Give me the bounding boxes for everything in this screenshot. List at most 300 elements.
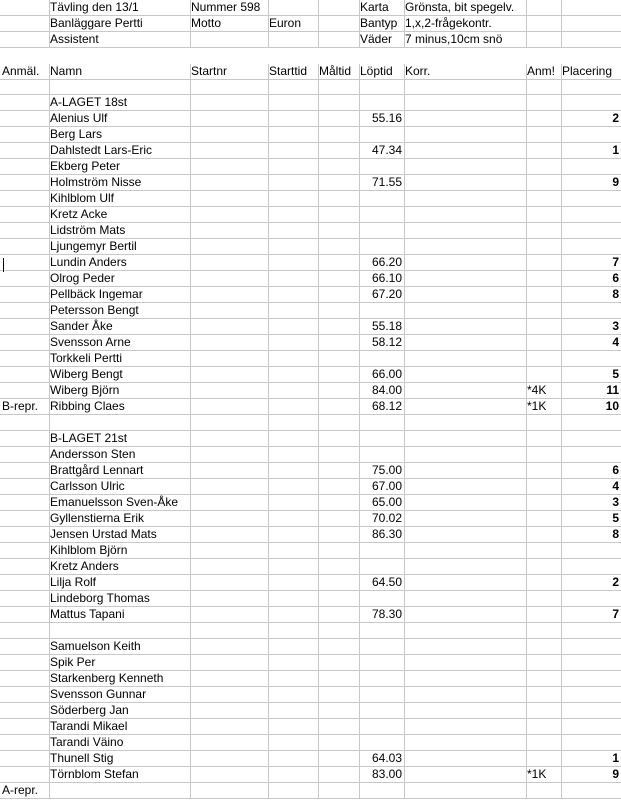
cell-loptid[interactable]: 86.30 xyxy=(358,527,405,543)
cell-anm[interactable]: *1K xyxy=(525,767,562,783)
cell-anmal[interactable] xyxy=(0,703,50,719)
cell-placering[interactable] xyxy=(560,16,621,32)
cell-loptid[interactable] xyxy=(358,623,405,639)
cell-namn[interactable]: Ribbing Claes xyxy=(48,399,191,415)
cell-anmal[interactable] xyxy=(0,127,50,143)
cell-anmal[interactable] xyxy=(0,159,50,175)
cell-placering[interactable] xyxy=(560,239,621,255)
cell-placering[interactable] xyxy=(560,351,621,367)
cell-starttid[interactable] xyxy=(267,431,319,447)
cell-maltid[interactable] xyxy=(317,639,360,655)
cell-starttid[interactable] xyxy=(267,671,319,687)
cell-korr[interactable] xyxy=(403,495,527,511)
cell-namn[interactable]: Kihlblom Ulf xyxy=(48,191,191,207)
cell-maltid[interactable] xyxy=(317,463,360,479)
cell-anm[interactable] xyxy=(525,319,562,335)
cell-starttid[interactable] xyxy=(267,399,319,415)
cell-korr[interactable] xyxy=(403,575,527,591)
cell-loptid[interactable]: 84.00 xyxy=(358,383,405,399)
cell-namn[interactable]: Torkkeli Pertti xyxy=(48,351,191,367)
cell-korr[interactable] xyxy=(403,175,527,191)
cell-namn[interactable] xyxy=(48,783,191,799)
cell-placering[interactable] xyxy=(560,0,621,16)
cell-anm[interactable]: *1K xyxy=(525,399,562,415)
cell-startnr[interactable] xyxy=(189,719,269,735)
cell-placering[interactable]: 7 xyxy=(560,607,621,623)
cell-startnr[interactable] xyxy=(189,239,269,255)
cell-anm[interactable] xyxy=(525,367,562,383)
cell-anmal[interactable] xyxy=(0,287,50,303)
cell-anmal[interactable] xyxy=(0,751,50,767)
cell-namn[interactable]: Alenius Ulf xyxy=(48,111,191,127)
cell-anmal[interactable] xyxy=(0,239,50,255)
cell-starttid[interactable] xyxy=(267,335,319,351)
cell-loptid[interactable] xyxy=(358,95,405,111)
cell-korr[interactable] xyxy=(403,383,527,399)
cell-anm[interactable] xyxy=(525,447,562,463)
cell-placering[interactable]: 5 xyxy=(560,367,621,383)
cell-namn[interactable]: Lundin Anders xyxy=(48,255,191,271)
cell-namn[interactable]: Lindeborg Thomas xyxy=(48,591,191,607)
cell-namn[interactable]: Assistent xyxy=(48,32,191,48)
cell-starttid[interactable] xyxy=(267,559,319,575)
cell-starttid[interactable] xyxy=(267,687,319,703)
cell-loptid[interactable] xyxy=(358,703,405,719)
cell-anmal[interactable] xyxy=(0,687,50,703)
cell-namn[interactable]: A-LAGET 18st xyxy=(48,95,191,111)
cell-loptid[interactable]: 65.00 xyxy=(358,495,405,511)
cell-startnr[interactable] xyxy=(189,575,269,591)
cell-anm[interactable] xyxy=(525,607,562,623)
cell-startnr[interactable] xyxy=(189,287,269,303)
cell-anmal[interactable] xyxy=(0,191,50,207)
cell-placering[interactable] xyxy=(560,623,621,639)
cell-anm[interactable] xyxy=(525,543,562,559)
cell-maltid[interactable] xyxy=(317,303,360,319)
cell-loptid[interactable] xyxy=(358,415,405,431)
cell-maltid[interactable] xyxy=(317,607,360,623)
cell-placering[interactable]: 8 xyxy=(560,527,621,543)
cell-loptid[interactable] xyxy=(358,591,405,607)
cell-placering[interactable]: 5 xyxy=(560,511,621,527)
cell-maltid[interactable] xyxy=(317,687,360,703)
cell-loptid[interactable]: 55.16 xyxy=(358,111,405,127)
cell-loptid[interactable] xyxy=(358,543,405,559)
cell-maltid[interactable] xyxy=(317,175,360,191)
cell-loptid[interactable] xyxy=(358,735,405,751)
cell-maltid[interactable] xyxy=(317,703,360,719)
cell-starttid[interactable]: Euron xyxy=(267,16,319,32)
cell-loptid[interactable]: 68.12 xyxy=(358,399,405,415)
cell-loptid[interactable]: 70.02 xyxy=(358,511,405,527)
cell-placering[interactable]: 4 xyxy=(560,479,621,495)
cell-korr[interactable] xyxy=(403,687,527,703)
cell-anmal[interactable] xyxy=(0,511,50,527)
cell-anmal[interactable] xyxy=(0,303,50,319)
cell-namn[interactable]: Berg Lars xyxy=(48,127,191,143)
cell-startnr[interactable] xyxy=(189,431,269,447)
cell-maltid[interactable] xyxy=(317,143,360,159)
cell-loptid[interactable] xyxy=(358,223,405,239)
cell-maltid[interactable] xyxy=(317,287,360,303)
cell-namn[interactable]: Kretz Anders xyxy=(48,559,191,575)
cell-starttid[interactable] xyxy=(267,463,319,479)
cell-anm[interactable] xyxy=(525,32,562,48)
cell-anmal[interactable] xyxy=(0,223,50,239)
cell-namn[interactable]: Kihlblom Björn xyxy=(48,543,191,559)
cell-anmal[interactable] xyxy=(0,111,50,127)
cell-maltid[interactable] xyxy=(317,399,360,415)
cell-starttid[interactable] xyxy=(267,447,319,463)
cell-starttid[interactable] xyxy=(267,351,319,367)
cell-loptid[interactable]: 67.00 xyxy=(358,479,405,495)
cell-starttid[interactable] xyxy=(267,543,319,559)
cell-anm[interactable] xyxy=(525,16,562,32)
cell-maltid[interactable] xyxy=(317,16,360,32)
cell-anmal[interactable] xyxy=(0,271,50,287)
cell-korr[interactable] xyxy=(403,511,527,527)
cell-namn[interactable]: Törnblom Stefan xyxy=(48,767,191,783)
cell-placering[interactable] xyxy=(560,719,621,735)
cell-namn[interactable] xyxy=(48,623,191,639)
cell-korr[interactable] xyxy=(403,527,527,543)
cell-maltid[interactable] xyxy=(317,127,360,143)
cell-anm[interactable] xyxy=(525,239,562,255)
cell-anm[interactable] xyxy=(525,271,562,287)
cell-anm[interactable] xyxy=(525,95,562,111)
cell-startnr[interactable] xyxy=(189,655,269,671)
cell-anmal[interactable] xyxy=(0,0,50,16)
cell-startnr[interactable] xyxy=(189,111,269,127)
cell-startnr[interactable] xyxy=(189,511,269,527)
cell-anm[interactable] xyxy=(525,351,562,367)
cell-loptid[interactable] xyxy=(358,239,405,255)
cell-starttid[interactable] xyxy=(267,511,319,527)
cell-anm[interactable] xyxy=(525,735,562,751)
cell-startnr[interactable] xyxy=(189,639,269,655)
cell-starttid[interactable] xyxy=(267,175,319,191)
cell-namn[interactable]: Olrog Peder xyxy=(48,271,191,287)
cell-korr[interactable] xyxy=(403,223,527,239)
cell-loptid[interactable]: 58.12 xyxy=(358,335,405,351)
cell-startnr[interactable] xyxy=(189,415,269,431)
cell-anmal[interactable] xyxy=(0,735,50,751)
cell-maltid[interactable] xyxy=(317,367,360,383)
cell-startnr[interactable]: Nummer 598 xyxy=(189,0,269,16)
cell-korr[interactable] xyxy=(403,543,527,559)
cell-maltid[interactable] xyxy=(317,767,360,783)
cell-anm[interactable] xyxy=(525,751,562,767)
cell-starttid[interactable] xyxy=(267,271,319,287)
cell-placering[interactable] xyxy=(560,783,621,799)
cell-anm[interactable] xyxy=(525,559,562,575)
cell-starttid[interactable] xyxy=(267,767,319,783)
cell-anmal[interactable] xyxy=(0,95,50,111)
cell-placering[interactable]: 9 xyxy=(560,175,621,191)
cell-anm[interactable] xyxy=(525,527,562,543)
cell-korr[interactable] xyxy=(403,623,527,639)
cell-placering[interactable] xyxy=(560,703,621,719)
cell-maltid[interactable] xyxy=(317,191,360,207)
cell-namn[interactable]: Tävling den 13/1 xyxy=(48,0,191,16)
cell-placering[interactable] xyxy=(560,159,621,175)
cell-starttid[interactable] xyxy=(267,623,319,639)
cell-placering[interactable]: Placering xyxy=(560,64,621,80)
cell-korr[interactable] xyxy=(403,479,527,495)
cell-placering[interactable] xyxy=(560,559,621,575)
cell-korr[interactable]: 1,x,2-frågekontr. xyxy=(403,16,527,32)
cell-loptid[interactable] xyxy=(358,159,405,175)
cell-startnr[interactable] xyxy=(189,783,269,799)
cell-starttid[interactable] xyxy=(267,751,319,767)
cell-startnr[interactable] xyxy=(189,703,269,719)
cell-anmal[interactable] xyxy=(0,255,50,271)
cell-starttid[interactable] xyxy=(267,415,319,431)
cell-korr[interactable] xyxy=(403,415,527,431)
cell-placering[interactable]: 3 xyxy=(560,495,621,511)
cell-startnr[interactable] xyxy=(189,495,269,511)
cell-loptid[interactable] xyxy=(358,207,405,223)
cell-namn[interactable]: Andersson Sten xyxy=(48,447,191,463)
cell-startnr[interactable] xyxy=(189,463,269,479)
cell-maltid[interactable] xyxy=(317,223,360,239)
cell-placering[interactable] xyxy=(560,415,621,431)
cell-namn[interactable] xyxy=(48,79,191,95)
cell-starttid[interactable] xyxy=(267,255,319,271)
cell-namn[interactable]: Svensson Arne xyxy=(48,335,191,351)
cell-anmal[interactable] xyxy=(0,623,50,639)
cell-korr[interactable] xyxy=(403,367,527,383)
cell-loptid[interactable]: 67.20 xyxy=(358,287,405,303)
cell-startnr[interactable]: Startnr xyxy=(189,64,269,80)
cell-maltid[interactable] xyxy=(317,351,360,367)
cell-loptid[interactable]: 55.18 xyxy=(358,319,405,335)
cell-placering[interactable] xyxy=(560,655,621,671)
cell-starttid[interactable] xyxy=(267,527,319,543)
cell-anm[interactable] xyxy=(525,223,562,239)
cell-placering[interactable]: 8 xyxy=(560,287,621,303)
cell-loptid[interactable]: Väder xyxy=(358,32,405,48)
cell-placering[interactable]: 2 xyxy=(560,111,621,127)
cell-anmal[interactable] xyxy=(0,175,50,191)
cell-starttid[interactable] xyxy=(267,607,319,623)
cell-maltid[interactable] xyxy=(317,511,360,527)
cell-loptid[interactable]: Bantyp xyxy=(358,16,405,32)
cell-namn[interactable]: Holmström Nisse xyxy=(48,175,191,191)
cell-anmal[interactable] xyxy=(0,319,50,335)
cell-anm[interactable] xyxy=(525,495,562,511)
cell-starttid[interactable] xyxy=(267,575,319,591)
cell-anm[interactable] xyxy=(525,143,562,159)
cell-startnr[interactable] xyxy=(189,223,269,239)
cell-anm[interactable] xyxy=(525,335,562,351)
cell-korr[interactable]: 7 minus,10cm snö xyxy=(403,32,527,48)
cell-korr[interactable] xyxy=(403,719,527,735)
cell-namn[interactable]: Brattgård Lennart xyxy=(48,463,191,479)
cell-placering[interactable] xyxy=(560,191,621,207)
cell-starttid[interactable] xyxy=(267,143,319,159)
cell-loptid[interactable]: 66.20 xyxy=(358,255,405,271)
cell-anm[interactable] xyxy=(525,623,562,639)
cell-maltid[interactable] xyxy=(317,207,360,223)
cell-maltid[interactable] xyxy=(317,447,360,463)
cell-anm[interactable] xyxy=(525,159,562,175)
cell-starttid[interactable] xyxy=(267,703,319,719)
cell-anm[interactable] xyxy=(525,671,562,687)
cell-startnr[interactable] xyxy=(189,735,269,751)
cell-maltid[interactable] xyxy=(317,783,360,799)
cell-placering[interactable]: 3 xyxy=(560,319,621,335)
cell-placering[interactable] xyxy=(560,223,621,239)
cell-anmal[interactable] xyxy=(0,367,50,383)
cell-anmal[interactable] xyxy=(0,16,50,32)
cell-startnr[interactable] xyxy=(189,303,269,319)
cell-maltid[interactable] xyxy=(317,575,360,591)
cell-starttid[interactable] xyxy=(267,639,319,655)
cell-korr[interactable] xyxy=(403,655,527,671)
cell-loptid[interactable] xyxy=(358,447,405,463)
cell-namn[interactable]: Ekberg Peter xyxy=(48,159,191,175)
cell-placering[interactable]: 11 xyxy=(560,383,621,399)
cell-loptid[interactable]: 75.00 xyxy=(358,463,405,479)
cell-maltid[interactable] xyxy=(317,111,360,127)
cell-maltid[interactable] xyxy=(317,239,360,255)
cell-loptid[interactable]: Karta xyxy=(358,0,405,16)
cell-korr[interactable] xyxy=(403,95,527,111)
cell-maltid[interactable] xyxy=(317,495,360,511)
cell-startnr[interactable] xyxy=(189,447,269,463)
cell-starttid[interactable] xyxy=(267,239,319,255)
cell-starttid[interactable] xyxy=(267,495,319,511)
cell-anm[interactable] xyxy=(525,287,562,303)
cell-maltid[interactable] xyxy=(317,655,360,671)
cell-korr[interactable]: Grönsta, bit spegelv. xyxy=(403,0,527,16)
cell-anm[interactable] xyxy=(525,479,562,495)
cell-startnr[interactable] xyxy=(189,767,269,783)
cell-korr[interactable] xyxy=(403,255,527,271)
cell-anmal[interactable] xyxy=(0,527,50,543)
cell-placering[interactable] xyxy=(560,127,621,143)
cell-anmal[interactable]: A-repr. xyxy=(0,783,50,799)
cell-namn[interactable]: Banläggare Pertti xyxy=(48,16,191,32)
cell-starttid[interactable] xyxy=(267,367,319,383)
cell-namn[interactable]: Mattus Tapani xyxy=(48,607,191,623)
cell-anmal[interactable] xyxy=(0,575,50,591)
cell-starttid[interactable] xyxy=(267,207,319,223)
cell-namn[interactable]: Emanuelsson Sven-Åke xyxy=(48,495,191,511)
cell-korr[interactable] xyxy=(403,303,527,319)
cell-loptid[interactable] xyxy=(358,671,405,687)
cell-korr[interactable] xyxy=(403,639,527,655)
cell-loptid[interactable]: 47.34 xyxy=(358,143,405,159)
cell-namn[interactable]: Tarandi Mikael xyxy=(48,719,191,735)
cell-starttid[interactable] xyxy=(267,159,319,175)
cell-anmal[interactable] xyxy=(0,543,50,559)
cell-anm[interactable] xyxy=(525,575,562,591)
cell-korr[interactable] xyxy=(403,607,527,623)
cell-starttid[interactable] xyxy=(267,79,319,95)
cell-placering[interactable]: 6 xyxy=(560,463,621,479)
cell-placering[interactable] xyxy=(560,735,621,751)
cell-namn[interactable]: B-LAGET 21st xyxy=(48,431,191,447)
cell-startnr[interactable] xyxy=(189,159,269,175)
cell-placering[interactable]: 10 xyxy=(560,399,621,415)
cell-anm[interactable] xyxy=(525,127,562,143)
cell-startnr[interactable] xyxy=(189,751,269,767)
cell-startnr[interactable] xyxy=(189,351,269,367)
cell-anm[interactable] xyxy=(525,783,562,799)
cell-maltid[interactable] xyxy=(317,32,360,48)
cell-anmal[interactable] xyxy=(0,767,50,783)
cell-startnr[interactable] xyxy=(189,399,269,415)
cell-korr[interactable] xyxy=(403,207,527,223)
cell-namn[interactable]: Starkenberg Kenneth xyxy=(48,671,191,687)
cell-korr[interactable] xyxy=(403,463,527,479)
cell-startnr[interactable] xyxy=(189,527,269,543)
cell-anmal[interactable]: B-repr. xyxy=(0,399,50,415)
cell-loptid[interactable]: 64.03 xyxy=(358,751,405,767)
cell-starttid[interactable] xyxy=(267,383,319,399)
cell-korr[interactable] xyxy=(403,767,527,783)
cell-maltid[interactable] xyxy=(317,671,360,687)
cell-startnr[interactable] xyxy=(189,95,269,111)
cell-anmal[interactable]: Anmäl. xyxy=(0,64,50,80)
cell-startnr[interactable] xyxy=(189,623,269,639)
cell-starttid[interactable] xyxy=(267,111,319,127)
cell-maltid[interactable] xyxy=(317,431,360,447)
cell-korr[interactable] xyxy=(403,143,527,159)
cell-placering[interactable] xyxy=(560,543,621,559)
cell-maltid[interactable] xyxy=(317,719,360,735)
cell-maltid[interactable] xyxy=(317,95,360,111)
cell-placering[interactable]: 9 xyxy=(560,767,621,783)
cell-placering[interactable] xyxy=(560,79,621,95)
cell-startnr[interactable] xyxy=(189,175,269,191)
cell-loptid[interactable]: 66.10 xyxy=(358,271,405,287)
cell-starttid[interactable] xyxy=(267,191,319,207)
cell-startnr[interactable] xyxy=(189,271,269,287)
cell-anm[interactable] xyxy=(525,655,562,671)
cell-korr[interactable] xyxy=(403,191,527,207)
cell-anmal[interactable] xyxy=(0,383,50,399)
cell-startnr[interactable]: Motto xyxy=(189,16,269,32)
cell-placering[interactable] xyxy=(560,687,621,703)
cell-anmal[interactable] xyxy=(0,415,50,431)
cell-startnr[interactable] xyxy=(189,591,269,607)
cell-loptid[interactable]: 64.50 xyxy=(358,575,405,591)
cell-loptid[interactable]: 71.55 xyxy=(358,175,405,191)
cell-placering[interactable] xyxy=(560,207,621,223)
cell-korr[interactable] xyxy=(403,319,527,335)
cell-startnr[interactable] xyxy=(189,207,269,223)
cell-starttid[interactable] xyxy=(267,223,319,239)
cell-loptid[interactable]: 83.00 xyxy=(358,767,405,783)
cell-placering[interactable]: 1 xyxy=(560,751,621,767)
cell-anm[interactable] xyxy=(525,0,562,16)
cell-starttid[interactable] xyxy=(267,591,319,607)
cell-anmal[interactable] xyxy=(0,591,50,607)
cell-loptid[interactable] xyxy=(358,783,405,799)
cell-anm[interactable] xyxy=(525,303,562,319)
cell-startnr[interactable] xyxy=(189,543,269,559)
cell-anm[interactable] xyxy=(525,255,562,271)
cell-startnr[interactable] xyxy=(189,607,269,623)
cell-starttid[interactable]: Starttid xyxy=(267,64,319,80)
cell-anmal[interactable] xyxy=(0,607,50,623)
cell-anm[interactable]: Anm! xyxy=(525,64,562,80)
cell-starttid[interactable] xyxy=(267,735,319,751)
cell-maltid[interactable] xyxy=(317,623,360,639)
